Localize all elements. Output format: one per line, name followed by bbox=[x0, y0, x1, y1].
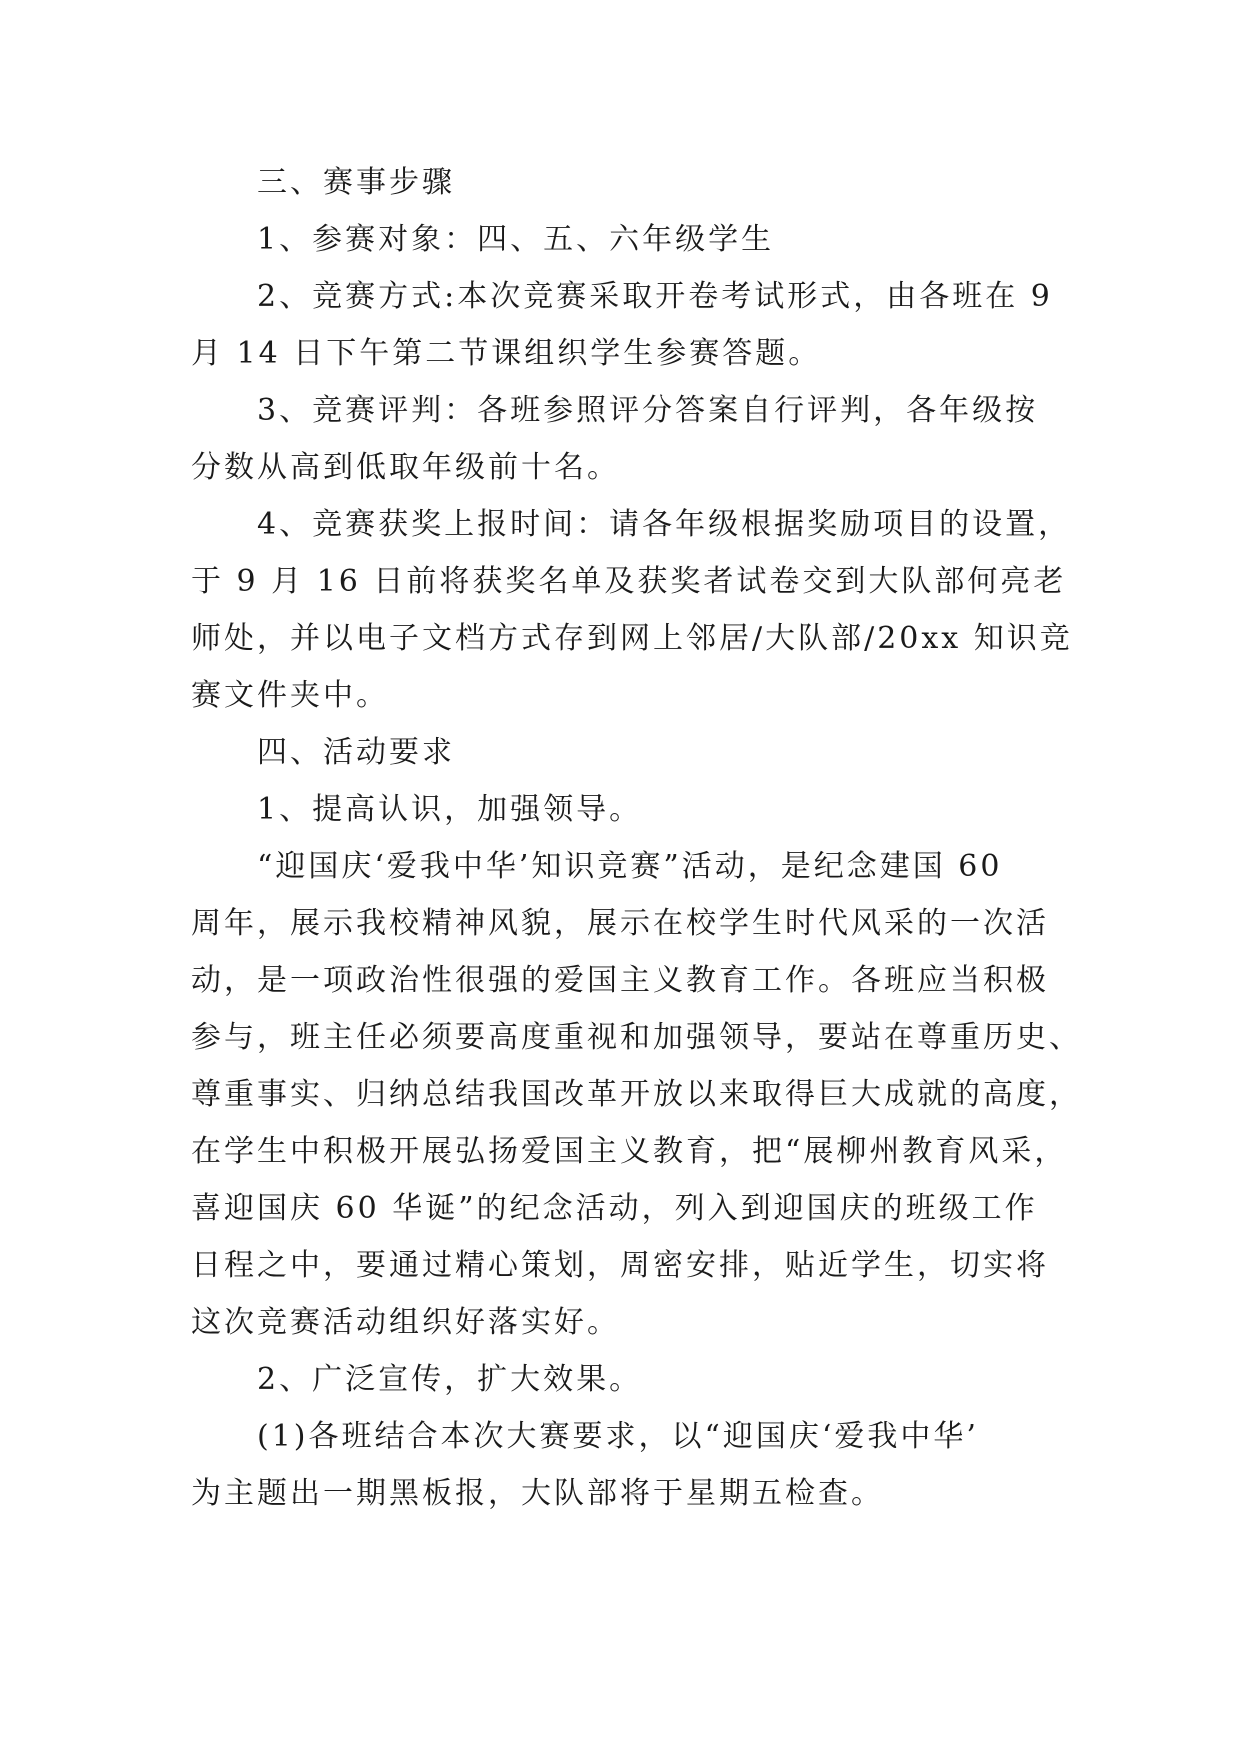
section-heading-requirements: 四、活动要求 bbox=[257, 735, 455, 770]
paragraph-line: 4、竞赛获奖上报时间：请各年级根据奖励项目的设置， bbox=[257, 507, 1072, 542]
paragraph-line: “迎国庆‘爱我中华’知识竞赛”活动，是纪念建国 60 bbox=[257, 849, 1003, 884]
paragraph-line: 尊重事实、归纳总结我国改革开放以来取得巨大成就的高度， bbox=[191, 1077, 1082, 1112]
paragraph-line: 1、参赛对象：四、五、六年级学生 bbox=[257, 222, 775, 257]
paragraph-line: 月 14 日下午第二节课组织学生参赛答题。 bbox=[191, 336, 822, 371]
paragraph-line: 于 9 月 16 日前将获奖名单及获奖者试卷交到大队部何亮老 bbox=[191, 564, 1067, 599]
document-body bbox=[191, 154, 1082, 1522]
paragraph-line: 周年，展示我校精神风貌，展示在校学生时代风采的一次活 bbox=[191, 906, 1049, 941]
paragraph-line: 3、竞赛评判：各班参照评分答案自行评判，各年级按 bbox=[257, 393, 1039, 428]
paragraph-line: (1)各班结合本次大赛要求，以“迎国庆‘爱我中华’ bbox=[257, 1419, 979, 1454]
paragraph-line: 1、提高认识，加强领导。 bbox=[257, 792, 643, 827]
section-heading-steps: 三、赛事步骤 bbox=[257, 165, 455, 200]
paragraph-line: 为主题出一期黑板报，大队部将于星期五检查。 bbox=[191, 1476, 884, 1511]
paragraph-line: 动，是一项政治性很强的爱国主义教育工作。各班应当积极 bbox=[191, 963, 1049, 998]
paragraph-line: 这次竞赛活动组织好落实好。 bbox=[191, 1305, 620, 1340]
paragraph-line: 日程之中，要通过精心策划，周密安排，贴近学生，切实将 bbox=[191, 1248, 1049, 1283]
paragraph-line: 喜迎国庆 60 华诞”的纪念活动，列入到迎国庆的班级工作 bbox=[191, 1191, 1038, 1226]
paragraph-line: 赛文件夹中。 bbox=[191, 678, 389, 713]
paragraph-line: 师处，并以电子文档方式存到网上邻居/大队部/20xx 知识竞 bbox=[191, 621, 1073, 656]
paragraph-line: 2、广泛宣传，扩大效果。 bbox=[257, 1362, 643, 1397]
paragraph-line: 2、竞赛方式:本次竞赛采取开卷考试形式，由各班在 9 bbox=[257, 279, 1053, 314]
paragraph-line: 参与，班主任必须要高度重视和加强领导，要站在尊重历史、 bbox=[191, 1020, 1082, 1055]
paragraph-line: 分数从高到低取年级前十名。 bbox=[191, 450, 620, 485]
paragraph-line: 在学生中积极开展弘扬爱国主义教育，把“展柳州教育风采， bbox=[191, 1134, 1068, 1169]
